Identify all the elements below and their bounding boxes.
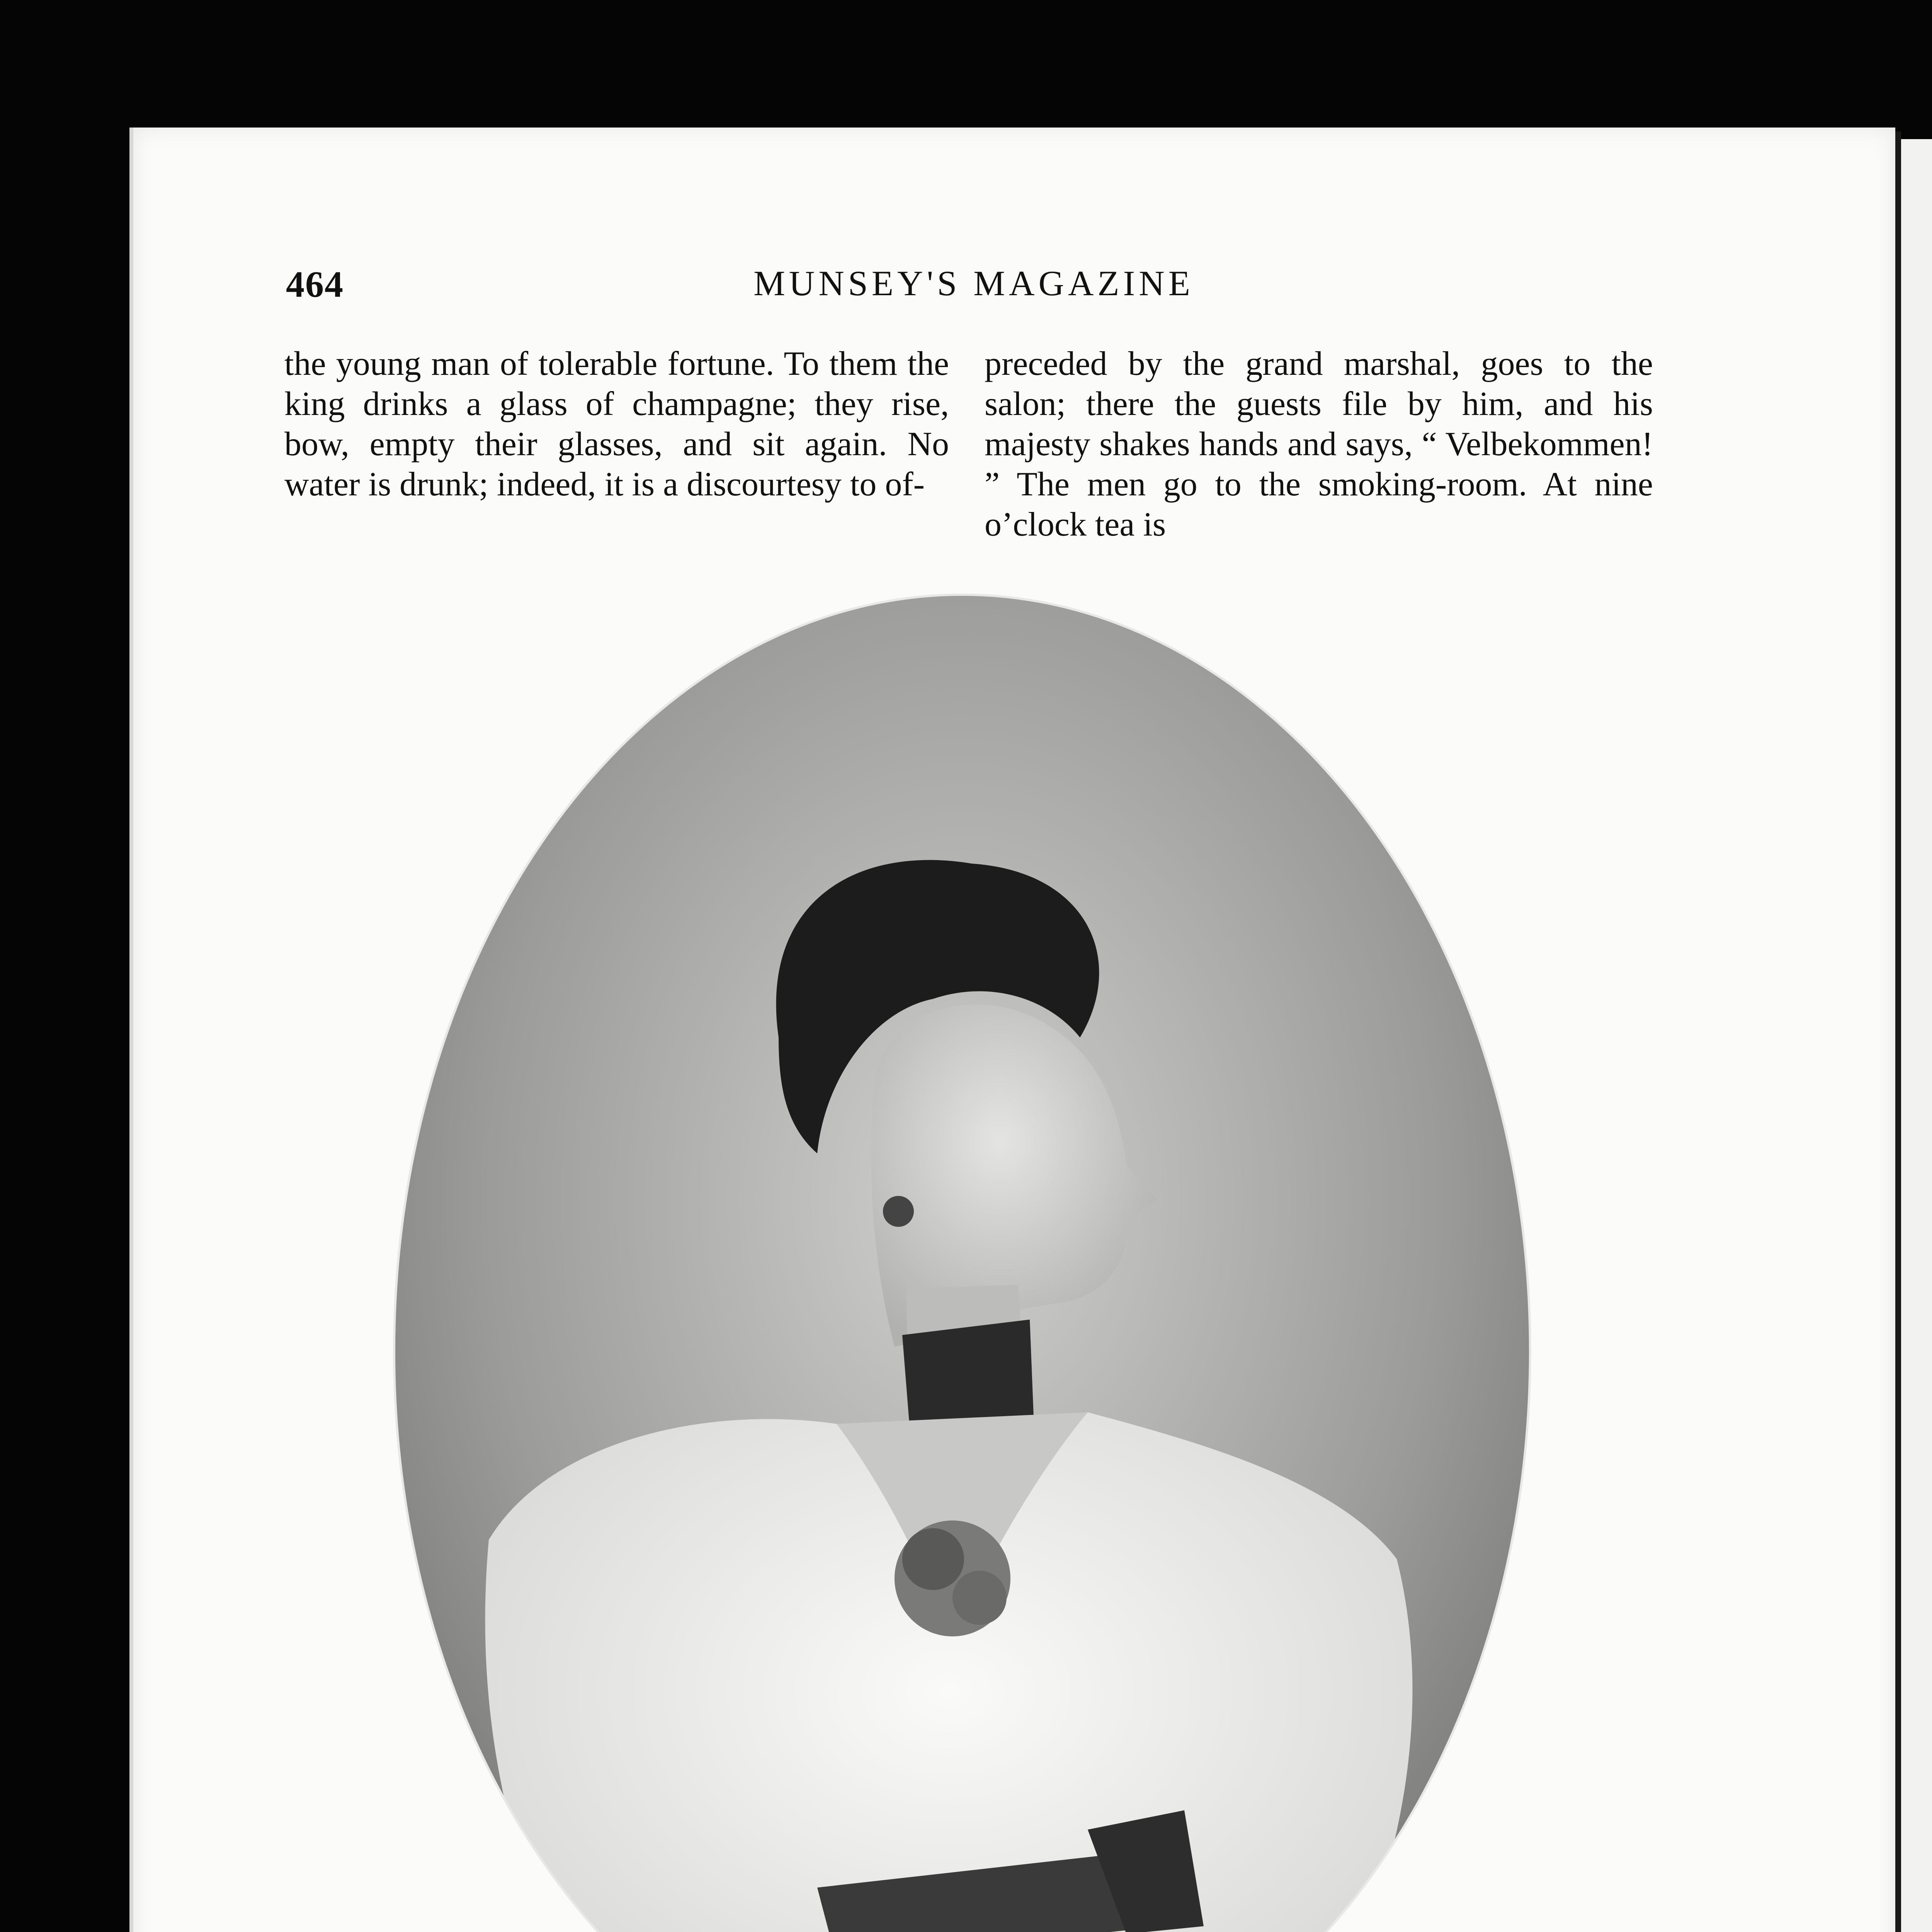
paragraph: the young man of tolerable fortune. To them the king drinks a glass of champagne; they rise, bow, empty their glasses, and sit again. No water is drunk; indeed, it is a discourtesy to of- <box>284 345 949 503</box>
page-header <box>286 263 1662 309</box>
running-head: MUNSEY'S MAGAZINE <box>753 264 1194 303</box>
paragraph: preceded by the grand marshal, goes to the salon; there the guests file by him, and his majesty shakes hands and says, “ Velbekommen! ” The men go to the smoking-room. At nine o’clock tea is <box>985 345 1653 543</box>
text-column-top-left <box>284 344 949 505</box>
text-column-top-right <box>985 344 1653 545</box>
next-page-edge <box>1901 139 1932 1932</box>
page-number: 464 <box>286 264 344 305</box>
portrait-photograph <box>392 593 1532 1932</box>
